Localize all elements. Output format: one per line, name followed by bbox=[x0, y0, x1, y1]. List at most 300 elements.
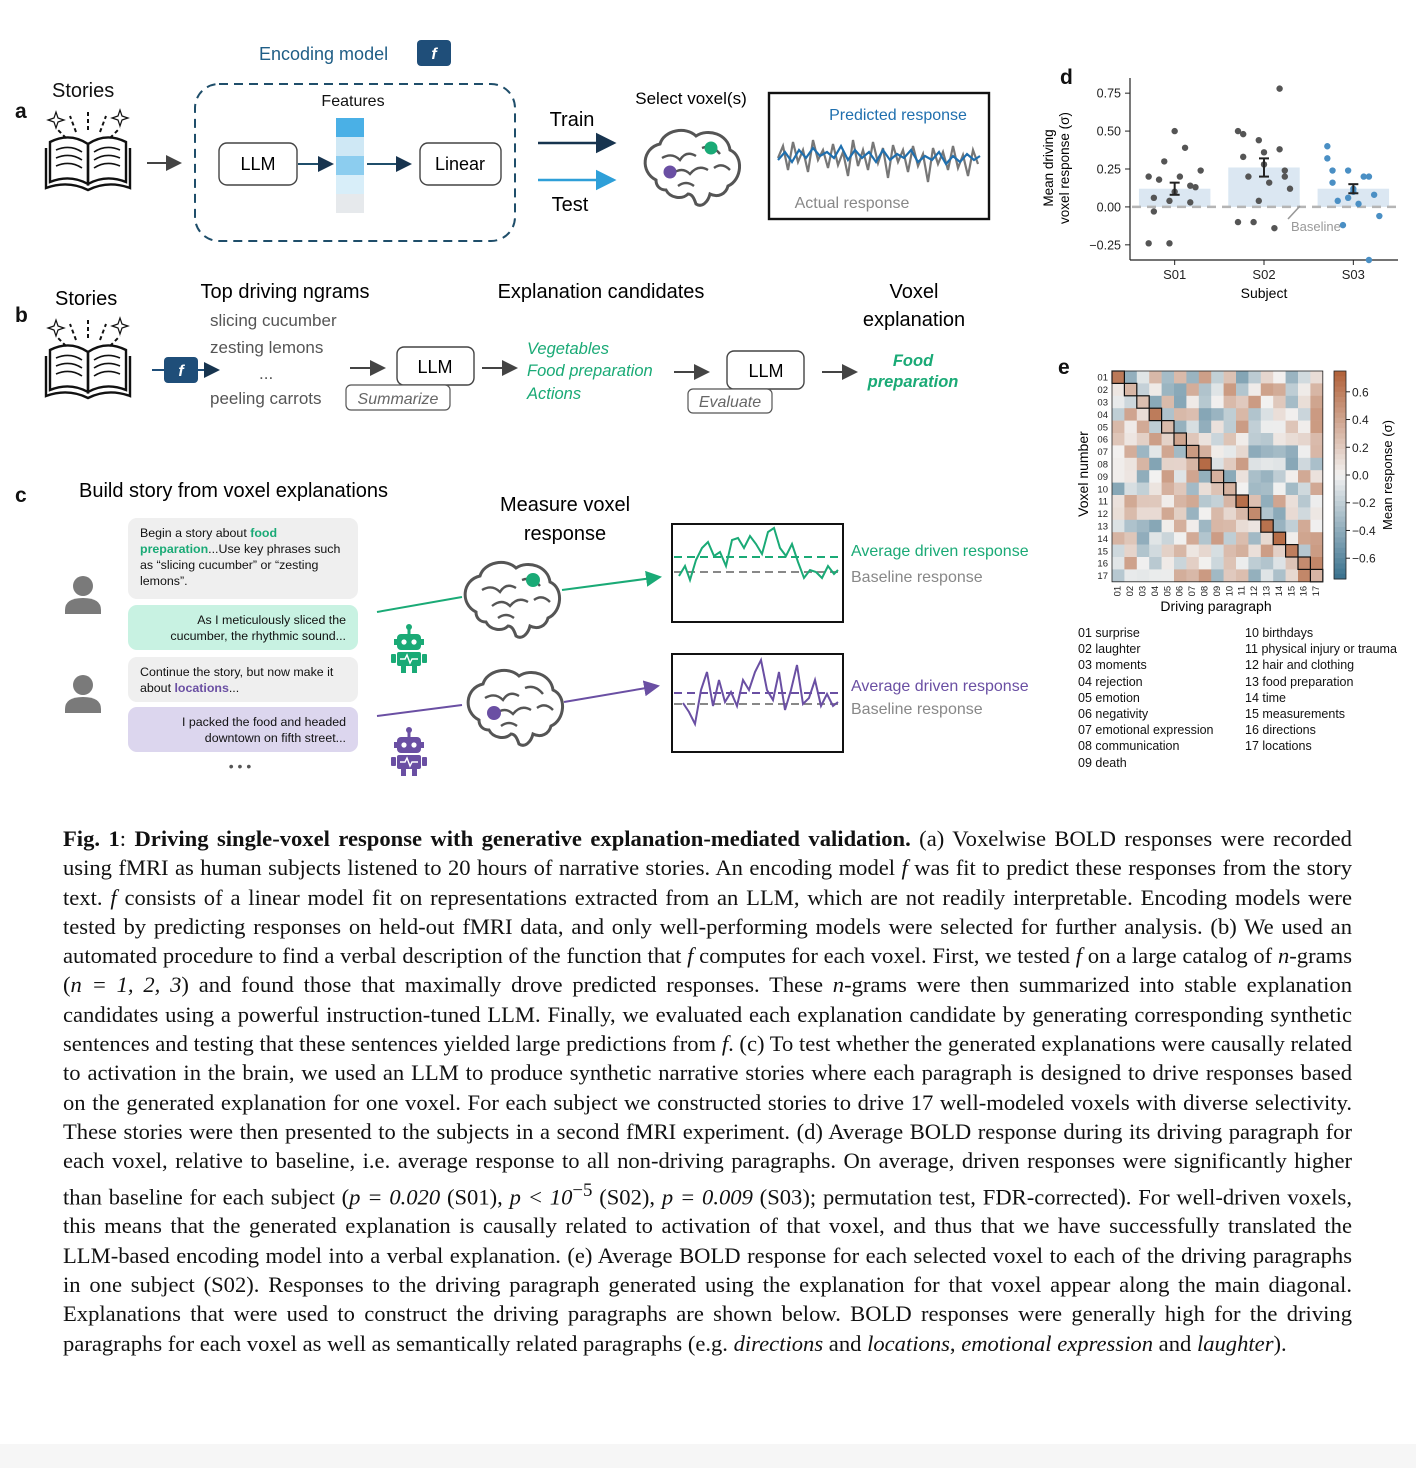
heatmap-cell bbox=[1261, 383, 1274, 396]
d-data-point bbox=[1282, 173, 1288, 179]
d-data-point bbox=[1166, 240, 1172, 246]
heatmap-cell bbox=[1224, 445, 1237, 458]
heatmap-cell bbox=[1174, 445, 1187, 458]
d-data-point bbox=[1250, 219, 1256, 225]
stories-label: Stories bbox=[52, 80, 115, 102]
heatmap-cell bbox=[1149, 396, 1162, 409]
heatmap-cell bbox=[1261, 532, 1274, 545]
heatmap-cell bbox=[1137, 557, 1150, 570]
heatmap-cell bbox=[1149, 445, 1162, 458]
heatmap-cell bbox=[1261, 433, 1274, 446]
heatmap-cell bbox=[1261, 557, 1274, 570]
heatmap-cell bbox=[1211, 458, 1224, 471]
heatmap-cell bbox=[1236, 470, 1249, 483]
heatmap-cell bbox=[1174, 557, 1187, 570]
heatmap-cell bbox=[1286, 545, 1299, 558]
heatmap-cell bbox=[1261, 371, 1274, 384]
colorbar-segment bbox=[1334, 376, 1346, 382]
colorbar-segment bbox=[1334, 465, 1346, 471]
heatmap-cell bbox=[1149, 470, 1162, 483]
heatmap-cell bbox=[1112, 507, 1125, 520]
svg-text:Summarize: Summarize bbox=[357, 391, 439, 408]
svg-text:Linear: Linear bbox=[434, 154, 486, 174]
ngram-ellipsis: ... bbox=[259, 364, 274, 383]
heatmap-cell bbox=[1112, 458, 1125, 471]
d-ytick-label: 0.00 bbox=[1096, 200, 1121, 215]
colorbar-segment bbox=[1334, 402, 1346, 408]
heatmap-cell bbox=[1298, 470, 1311, 483]
test-label: Test bbox=[551, 194, 589, 216]
d-data-point bbox=[1261, 149, 1267, 155]
heatmap-cell bbox=[1149, 495, 1162, 508]
heatmap-cell bbox=[1236, 507, 1249, 520]
colorbar-segment bbox=[1334, 506, 1346, 512]
colorbar-segment bbox=[1334, 475, 1346, 481]
d-ylabel: Mean driving bbox=[1041, 129, 1056, 207]
robot-icon-green bbox=[391, 624, 427, 673]
actual-response-label: Actual response bbox=[794, 195, 910, 212]
d-data-point bbox=[1276, 146, 1282, 152]
d-xtick-label: S01 bbox=[1163, 267, 1187, 282]
heatmap-cell bbox=[1273, 532, 1286, 545]
heatmap-cell bbox=[1273, 383, 1286, 396]
heatmap-cell bbox=[1186, 396, 1199, 409]
heatmap-cell bbox=[1137, 470, 1150, 483]
colorbar-segment bbox=[1334, 433, 1346, 439]
final-explanation-2: preparation bbox=[867, 373, 959, 391]
assistant-reply-2: I packed the food and headed downtown on fifth street... bbox=[128, 707, 358, 752]
colorbar-segment bbox=[1334, 407, 1346, 413]
heatmap-cell bbox=[1273, 470, 1286, 483]
colorbar-segment bbox=[1334, 418, 1346, 424]
e-ytick-label: 06 bbox=[1097, 434, 1108, 446]
heatmap-cell bbox=[1273, 458, 1286, 471]
heatmap-cell bbox=[1112, 569, 1125, 582]
heatmap-cell bbox=[1224, 569, 1237, 582]
heatmap-cell bbox=[1236, 371, 1249, 384]
e-ytick-label: 12 bbox=[1097, 509, 1108, 521]
heatmap-cell bbox=[1199, 421, 1212, 434]
heatmap-cell bbox=[1286, 495, 1299, 508]
e-xtick-label: 08 bbox=[1199, 585, 1211, 597]
heatmap-cell bbox=[1236, 383, 1249, 396]
heatmap-cell bbox=[1149, 545, 1162, 558]
heatmap-cell bbox=[1261, 470, 1274, 483]
heatmap-cell bbox=[1137, 383, 1150, 396]
heatmap-cell bbox=[1248, 445, 1261, 458]
heatmap-cell bbox=[1286, 458, 1299, 471]
heatmap-cell bbox=[1261, 396, 1274, 409]
e-xtick-label: 04 bbox=[1149, 585, 1161, 597]
candidate-item: Vegetables bbox=[527, 340, 609, 358]
heatmap-cell bbox=[1236, 458, 1249, 471]
heatmap-cell bbox=[1124, 495, 1137, 508]
heatmap-cell bbox=[1149, 421, 1162, 434]
legend-item: 02 laughter bbox=[1078, 642, 1141, 657]
heatmap-cell bbox=[1211, 495, 1224, 508]
heatmap-cell bbox=[1310, 383, 1323, 396]
d-data-point bbox=[1345, 195, 1351, 201]
heatmap-cell bbox=[1261, 545, 1274, 558]
highlight-food-preparation: food preparation bbox=[140, 526, 278, 556]
colorbar-tick-label: 0.2 bbox=[1352, 440, 1369, 455]
heatmap-cell bbox=[1211, 408, 1224, 421]
heatmap-cell bbox=[1261, 495, 1274, 508]
heatmap-cell bbox=[1199, 445, 1212, 458]
d-data-point bbox=[1329, 179, 1335, 185]
d-baseline-annotation: Baseline bbox=[1291, 219, 1341, 234]
purple-baseline-label: Baseline response bbox=[851, 701, 983, 718]
heatmap-cell bbox=[1124, 408, 1137, 421]
heatmap-cell bbox=[1261, 458, 1274, 471]
heatmap-cell bbox=[1310, 421, 1323, 434]
heatmap-cell bbox=[1149, 371, 1162, 384]
heatmap-cell bbox=[1298, 371, 1311, 384]
heatmap-cell bbox=[1112, 421, 1125, 434]
heatmap-cell bbox=[1199, 483, 1212, 496]
heatmap-cell bbox=[1298, 520, 1311, 533]
legend-item: 16 directions bbox=[1245, 723, 1316, 738]
colorbar-segment bbox=[1334, 371, 1346, 377]
heatmap-cell bbox=[1112, 545, 1125, 558]
e-ytick-label: 03 bbox=[1097, 397, 1108, 409]
heatmap-cell bbox=[1273, 507, 1286, 520]
d-data-point bbox=[1187, 199, 1193, 205]
d-data-point bbox=[1355, 201, 1361, 207]
e-ytick-label: 01 bbox=[1097, 372, 1108, 384]
heatmap-cell bbox=[1298, 545, 1311, 558]
heatmap-cell bbox=[1310, 396, 1323, 409]
heatmap-cell bbox=[1199, 532, 1212, 545]
heatmap-cell bbox=[1273, 483, 1286, 496]
feature-vector bbox=[336, 118, 364, 213]
heatmap-cell bbox=[1310, 458, 1323, 471]
panel-e-heatmap bbox=[1097, 371, 1376, 596]
heatmap-cell bbox=[1236, 445, 1249, 458]
heatmap-cell bbox=[1174, 483, 1187, 496]
heatmap-cell bbox=[1286, 421, 1299, 434]
heatmap-cell bbox=[1224, 495, 1237, 508]
heatmap-cell bbox=[1273, 557, 1286, 570]
e-ytick-label: 13 bbox=[1097, 521, 1108, 533]
heatmap-cell bbox=[1286, 520, 1299, 533]
e-legend-right bbox=[1245, 625, 1397, 755]
e-xtick-label: 06 bbox=[1174, 585, 1186, 597]
heatmap-cell bbox=[1174, 458, 1187, 471]
e-ytick-label: 02 bbox=[1097, 385, 1108, 397]
heatmap-cell bbox=[1261, 520, 1274, 533]
heatmap-cell bbox=[1298, 569, 1311, 582]
heatmap-cell bbox=[1236, 520, 1249, 533]
predicted-response-label: Predicted response bbox=[829, 107, 967, 124]
heatmap-cell bbox=[1162, 545, 1175, 558]
heatmap-cell bbox=[1174, 433, 1187, 446]
e-xtick-label: 09 bbox=[1211, 585, 1223, 597]
heatmap-cell bbox=[1112, 371, 1125, 384]
heatmap-cell bbox=[1211, 470, 1224, 483]
select-voxels-label: Select voxel(s) bbox=[635, 89, 747, 108]
svg-text:f: f bbox=[178, 363, 184, 380]
heatmap-cell bbox=[1199, 557, 1212, 570]
legend-item: 11 physical injury or trauma bbox=[1245, 642, 1397, 657]
user-message-1: Begin a story about food preparation...Use key phrases such as “slicing cucumber” or “zesting lemons”. bbox=[128, 518, 358, 599]
candidate-item: Food preparation bbox=[527, 362, 653, 380]
colorbar-segment bbox=[1334, 537, 1346, 543]
robot-icon-purple bbox=[391, 727, 427, 776]
heatmap-cell bbox=[1224, 408, 1237, 421]
heatmap-cell bbox=[1174, 421, 1187, 434]
stories-label-b: Stories bbox=[55, 288, 118, 310]
colorbar-tick-label: −0.6 bbox=[1352, 551, 1376, 566]
d-data-point bbox=[1182, 145, 1188, 151]
heatmap-cell bbox=[1186, 545, 1199, 558]
heatmap-cell bbox=[1186, 433, 1199, 446]
legend-item: 05 emotion bbox=[1078, 690, 1140, 705]
heatmap-cell bbox=[1298, 396, 1311, 409]
panel-a-letter: a bbox=[15, 100, 27, 123]
heatmap-cell bbox=[1162, 483, 1175, 496]
heatmap-cell bbox=[1310, 495, 1323, 508]
heatmap-cell bbox=[1211, 520, 1224, 533]
heatmap-cell bbox=[1162, 396, 1175, 409]
person-icon bbox=[65, 576, 101, 614]
e-ytick-label: 08 bbox=[1097, 459, 1108, 471]
heatmap-cell bbox=[1261, 421, 1274, 434]
purple-voxel-dot bbox=[487, 706, 501, 720]
voxel-dot-purple bbox=[664, 166, 677, 179]
heatmap-cell bbox=[1310, 557, 1323, 570]
colorbar-segment bbox=[1334, 563, 1346, 569]
d-data-point bbox=[1256, 137, 1262, 143]
heatmap-cell bbox=[1199, 408, 1212, 421]
measure-title-2: response bbox=[523, 523, 607, 545]
heatmap-cell bbox=[1174, 396, 1187, 409]
d-data-point bbox=[1240, 154, 1246, 160]
heatmap-cell bbox=[1199, 545, 1212, 558]
heatmap-cell bbox=[1162, 421, 1175, 434]
heatmap-cell bbox=[1112, 383, 1125, 396]
heatmap-cell bbox=[1162, 383, 1175, 396]
d-data-point bbox=[1335, 198, 1341, 204]
e-ytick-label: 10 bbox=[1097, 484, 1108, 496]
heatmap-cell bbox=[1310, 532, 1323, 545]
svg-text:LLM: LLM bbox=[748, 361, 784, 381]
heatmap-cell bbox=[1236, 495, 1249, 508]
heatmap-cell bbox=[1112, 470, 1125, 483]
ngrams-title: Top driving ngrams bbox=[200, 281, 370, 303]
legend-item: 10 birthdays bbox=[1245, 626, 1314, 640]
heatmap-cell bbox=[1149, 507, 1162, 520]
d-data-point bbox=[1177, 173, 1183, 179]
heatmap-cell bbox=[1137, 408, 1150, 421]
heatmap-cell bbox=[1162, 557, 1175, 570]
green-arrow-out bbox=[562, 577, 660, 590]
d-ytick-label: 0.75 bbox=[1096, 86, 1121, 101]
heatmap-cell bbox=[1211, 383, 1224, 396]
heatmap-cell bbox=[1186, 445, 1199, 458]
heatmap-cell bbox=[1124, 483, 1137, 496]
heatmap-cell bbox=[1224, 421, 1237, 434]
heatmap-cell bbox=[1236, 545, 1249, 558]
ngram-item: zesting lemons bbox=[210, 338, 324, 357]
d-data-point bbox=[1171, 128, 1177, 134]
colorbar-segment bbox=[1334, 444, 1346, 450]
e-xtick-label: 17 bbox=[1311, 585, 1323, 597]
heatmap-cell bbox=[1298, 458, 1311, 471]
heatmap-cell bbox=[1236, 557, 1249, 570]
heatmap-cell bbox=[1211, 433, 1224, 446]
legend-item: 12 hair and clothing bbox=[1245, 658, 1355, 673]
e-xtick-label: 12 bbox=[1249, 585, 1261, 597]
panel-d-chart bbox=[1089, 78, 1398, 282]
colorbar-segment bbox=[1334, 423, 1346, 429]
e-xtick-label: 14 bbox=[1273, 585, 1285, 597]
heatmap-cell bbox=[1273, 433, 1286, 446]
train-label: Train bbox=[549, 109, 595, 131]
panel-e-letter: e bbox=[1058, 356, 1070, 379]
d-data-point bbox=[1245, 173, 1251, 179]
d-ylabel-2: voxel response (σ) bbox=[1057, 112, 1072, 224]
heatmap-cell bbox=[1124, 507, 1137, 520]
heatmap-cell bbox=[1286, 445, 1299, 458]
candidates-title: Explanation candidates bbox=[497, 281, 705, 303]
heatmap-cell bbox=[1310, 433, 1323, 446]
heatmap-cell bbox=[1248, 483, 1261, 496]
colorbar-segment bbox=[1334, 511, 1346, 517]
heatmap-cell bbox=[1162, 569, 1175, 582]
e-ytick-label: 14 bbox=[1097, 533, 1108, 545]
colorbar-segment bbox=[1334, 553, 1346, 559]
heatmap-cell bbox=[1224, 545, 1237, 558]
heatmap-cell bbox=[1224, 520, 1237, 533]
d-data-point bbox=[1282, 167, 1288, 173]
heatmap-cell bbox=[1162, 470, 1175, 483]
legend-item: 15 measurements bbox=[1245, 707, 1346, 722]
heatmap-cell bbox=[1286, 532, 1299, 545]
heatmap-cell bbox=[1137, 483, 1150, 496]
caption-fig-label: Fig. 1 bbox=[63, 826, 120, 851]
heatmap-cell bbox=[1236, 569, 1249, 582]
heatmap-cell bbox=[1248, 396, 1261, 409]
heatmap-cell bbox=[1261, 445, 1274, 458]
heatmap-cell bbox=[1149, 557, 1162, 570]
heatmap-cell bbox=[1224, 470, 1237, 483]
colorbar-segment bbox=[1334, 522, 1346, 528]
heatmap-cell bbox=[1211, 371, 1224, 384]
heatmap-cell bbox=[1248, 557, 1261, 570]
d-data-point bbox=[1276, 85, 1282, 91]
heatmap-cell bbox=[1199, 507, 1212, 520]
heatmap-cell bbox=[1124, 433, 1137, 446]
d-ytick-label: 0.50 bbox=[1096, 124, 1121, 139]
user-message-2: Continue the story, but now make it about locations... bbox=[128, 657, 358, 702]
heatmap-cell bbox=[1186, 458, 1199, 471]
heatmap-cell bbox=[1261, 408, 1274, 421]
heatmap-cell bbox=[1174, 495, 1187, 508]
heatmap-cell bbox=[1199, 458, 1212, 471]
heatmap-cell bbox=[1298, 433, 1311, 446]
heatmap-cell bbox=[1137, 520, 1150, 533]
heatmap-cell bbox=[1224, 433, 1237, 446]
heatmap-cell bbox=[1298, 383, 1311, 396]
heatmap-cell bbox=[1224, 396, 1237, 409]
e-ytick-label: 09 bbox=[1097, 471, 1108, 483]
heatmap-cell bbox=[1248, 545, 1261, 558]
heatmap-cell bbox=[1149, 532, 1162, 545]
heatmap-cell bbox=[1186, 569, 1199, 582]
heatmap-cell bbox=[1199, 383, 1212, 396]
heatmap-cell bbox=[1186, 371, 1199, 384]
colorbar-segment bbox=[1334, 532, 1346, 538]
heatmap-cell bbox=[1248, 532, 1261, 545]
highlight-locations: locations bbox=[174, 681, 229, 695]
colorbar-segment bbox=[1334, 569, 1346, 575]
heatmap-cell bbox=[1124, 569, 1137, 582]
colorbar-segment bbox=[1334, 381, 1346, 387]
heatmap-cell bbox=[1298, 557, 1311, 570]
e-xtick-label: 11 bbox=[1236, 585, 1248, 596]
colorbar-segment bbox=[1334, 558, 1346, 564]
heatmap-cell bbox=[1248, 433, 1261, 446]
heatmap-cell bbox=[1199, 470, 1212, 483]
heatmap-cell bbox=[1124, 520, 1137, 533]
legend-item: 04 rejection bbox=[1078, 674, 1143, 689]
e-ytick-label: 15 bbox=[1097, 546, 1108, 558]
purple-arrow-out bbox=[564, 686, 658, 702]
colorbar-segment bbox=[1334, 449, 1346, 455]
encoding-model-label: Encoding model bbox=[259, 44, 389, 64]
heatmap-cell bbox=[1286, 383, 1299, 396]
heatmap-cell bbox=[1149, 569, 1162, 582]
heatmap-cell bbox=[1199, 371, 1212, 384]
heatmap-cell bbox=[1211, 532, 1224, 545]
d-data-point bbox=[1366, 257, 1372, 263]
e-xtick-label: 15 bbox=[1286, 585, 1298, 597]
heatmap-cell bbox=[1273, 520, 1286, 533]
heatmap-cell bbox=[1137, 433, 1150, 446]
heatmap-cell bbox=[1162, 408, 1175, 421]
heatmap-cell bbox=[1174, 520, 1187, 533]
assistant-reply-1: As I meticulously sliced the cucumber, the rhythmic sound... bbox=[128, 605, 358, 650]
colorbar-segment bbox=[1334, 454, 1346, 460]
ngram-item: slicing cucumber bbox=[210, 311, 337, 330]
d-data-point bbox=[1345, 167, 1351, 173]
heatmap-cell bbox=[1286, 483, 1299, 496]
voxel-explanation-title: Voxel bbox=[889, 281, 939, 303]
d-data-point bbox=[1329, 167, 1335, 173]
e-ytick-label: 07 bbox=[1097, 447, 1108, 459]
heatmap-cell bbox=[1273, 569, 1286, 582]
green-line-in bbox=[377, 597, 462, 612]
heatmap-cell bbox=[1248, 458, 1261, 471]
d-data-point bbox=[1240, 131, 1246, 137]
colorbar-segment bbox=[1334, 428, 1346, 434]
heatmap-cell bbox=[1124, 470, 1137, 483]
heatmap-cell bbox=[1162, 458, 1175, 471]
heatmap-cell bbox=[1310, 445, 1323, 458]
heatmap-cell bbox=[1310, 545, 1323, 558]
heatmap-cell bbox=[1298, 483, 1311, 496]
heatmap-cell bbox=[1248, 495, 1261, 508]
d-xlabel: Subject bbox=[1240, 285, 1288, 301]
figure-caption: Fig. 1: Driving single-voxel response with generative explanation-mediated validation. (a) Voxelwise BOLD responses were recorded using fMRI as human subjects listened to 20 hours of narrative stories. An encoding model f was fit to predict these responses from the story text. f consists of a linear model fit on representations extracted from an LLM, which are not readily interpretable. Encoding models were tested by predicting responses on held-out fMRI data, and only well-performing models were selected for further analysis. (b) We used an automated procedure to find a verbal description of the function that f computes for each voxel. First, we tested f on a large catalog of n-grams (n = 1, 2, 3) and found those that maximally drove predicted responses. These n-grams were then summarized into stable explanation candidates using a powerful instruction-tuned LLM. Finally, we evaluated each explanation candidate by generating corresponding synthetic sentences and testing that these sentences yielded large predictions from f. (c) To test whether the generated explanations were causally related to activation in the brain, we used an LLM to produce synthetic narrative stories where each paragraph is designed to drive responses based on the generated explanation for one voxel. For each subject we constructed stories to drive 17 well-modeled voxels with diverse selectivity. These stories were then presented to the subjects in a second fMRI experiment. (d) Average BOLD response during its driving paragraph for each voxel, relative to baseline, i.e. average response to all non-driving paragraphs. On average, driven responses were significantly higher than baseline for each subject (p = 0.020 (S01), $p < 10^{-5}$ (S02), p = 0.009 (S03); permutation test, FDR-corrected). For well-driven voxels, this means that the generated explanation is causally related to activation of that voxel, and thus that we have successfully translated the LLM-based encoding model into a verbal explanation. (e) Average BOLD response for each selected voxel to each of the driving paragraphs in one subject (S02). Responses to the driving paragraph generated using the explanation for that voxel appear along the main diagonal. Explanations that were used to construct the driving paragraphs are shown below. BOLD responses were generally high for the driving paragraphs for each voxel as well as semantically related paragraphs (e.g. directions and locations, emotional expression and laughter). bbox=[63, 826, 1353, 1356]
heatmap-cell bbox=[1137, 532, 1150, 545]
heatmap-cell bbox=[1310, 470, 1323, 483]
heatmap-cell bbox=[1124, 557, 1137, 570]
e-xtick-label: 10 bbox=[1224, 585, 1236, 597]
heatmap-cell bbox=[1248, 507, 1261, 520]
legend-item: 01 surprise bbox=[1078, 626, 1140, 640]
